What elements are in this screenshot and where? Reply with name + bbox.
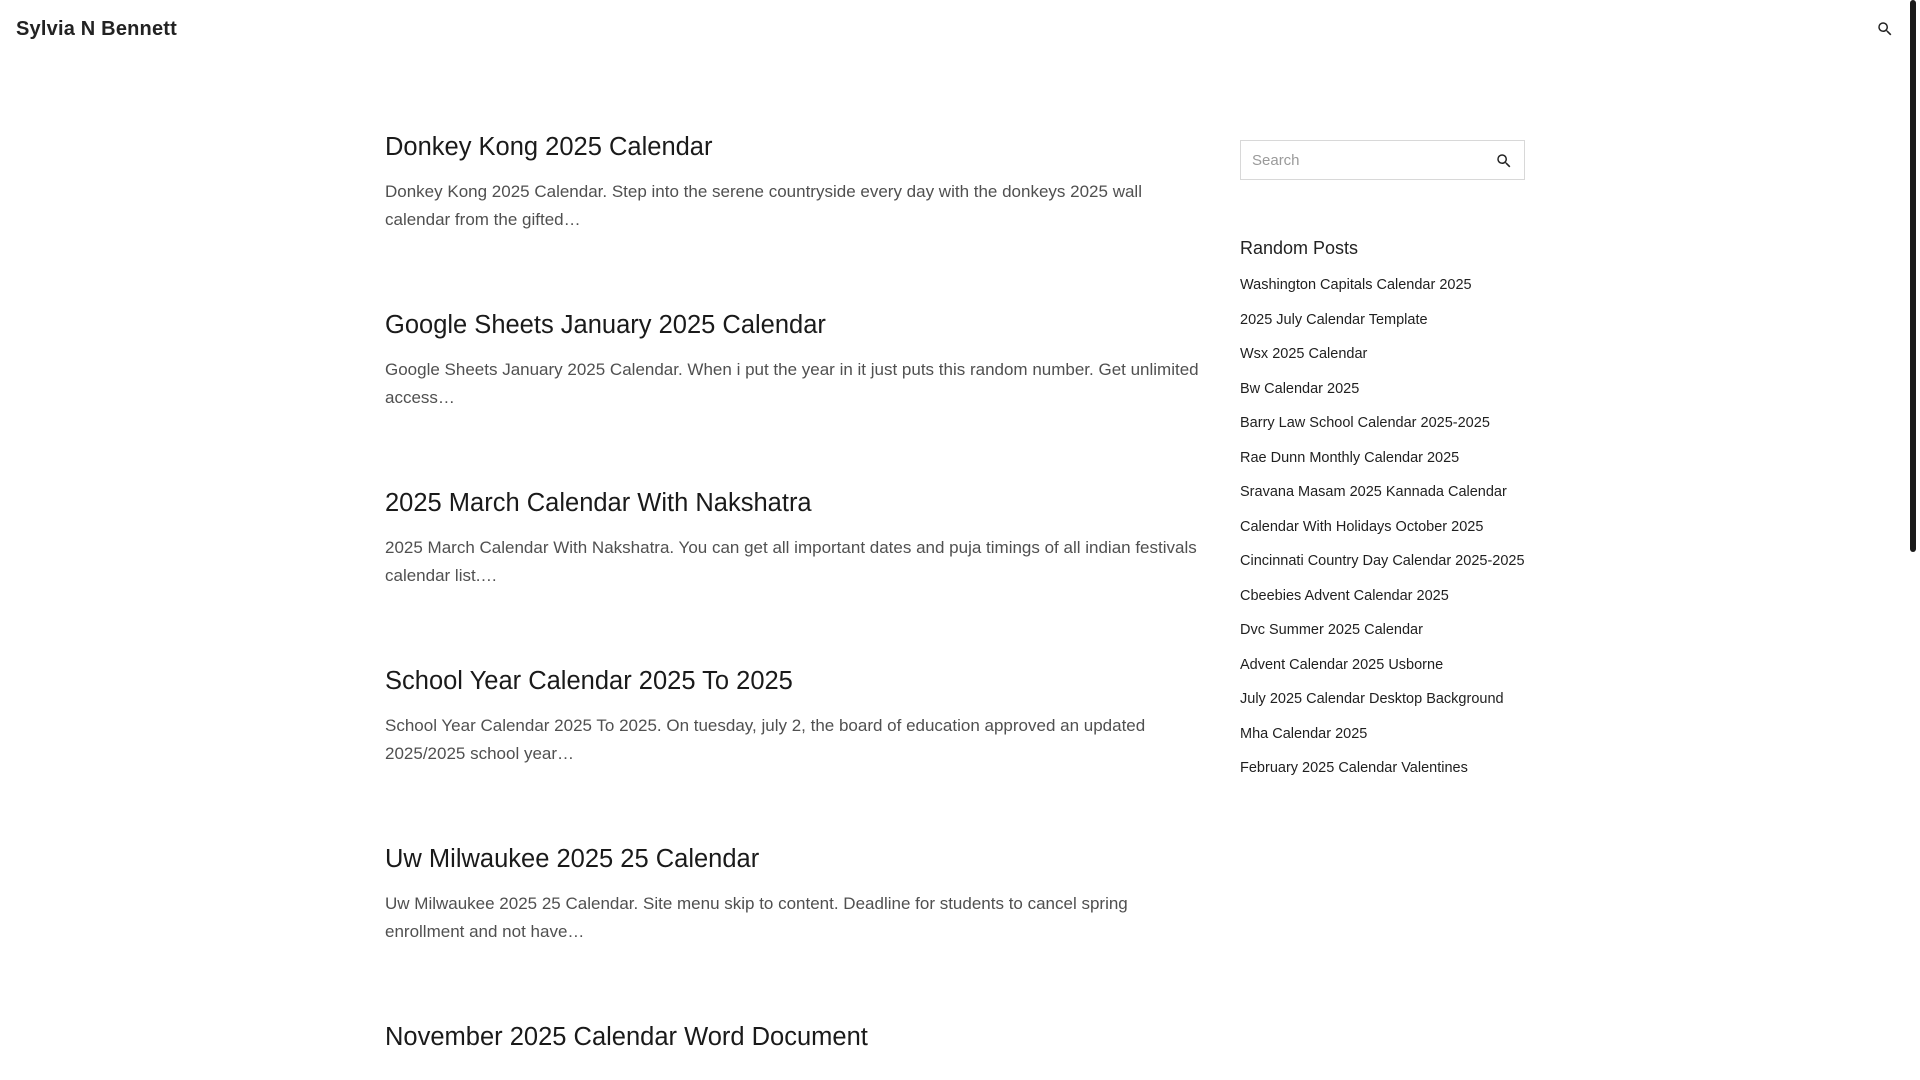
search-submit-button[interactable] [1492, 149, 1516, 173]
post-excerpt: School Year Calendar 2025 To 2025. On tuesday, july 2, the board of education approved an updated 2025/2025 school year… [385, 716, 1146, 763]
site-title-link[interactable]: Sylvia N Bennett [16, 18, 178, 40]
post-title-link[interactable]: Uw Milwaukee 2025 25 Calendar [385, 845, 760, 873]
post-item [385, 130, 1200, 308]
search-icon [1495, 152, 1513, 170]
post-title-link[interactable]: School Year Calendar 2025 To 2025 [385, 667, 793, 695]
list-item [1240, 446, 1525, 470]
sidebar-search-form [1240, 140, 1525, 180]
post-excerpt: Google Sheets January 2025 Calendar. When i put the year in it just puts this random number. Get unlimited access… [385, 360, 1199, 407]
post-item [385, 308, 1200, 486]
random-post-link[interactable]: February 2025 Calendar Valentines [1240, 760, 1468, 776]
random-post-link[interactable]: 2025 July Calendar Template [1240, 311, 1428, 328]
random-posts-heading: Random Posts [1240, 238, 1359, 258]
post-title-link[interactable]: November 2025 Calendar Word Document [385, 1023, 868, 1051]
post-list [385, 130, 1200, 1080]
random-post-link[interactable]: Wsx 2025 Calendar [1240, 346, 1368, 362]
header-search-button[interactable] [1873, 17, 1897, 41]
list-item [1240, 618, 1525, 642]
list-item [1240, 342, 1525, 366]
random-posts-list [1240, 273, 1525, 780]
post-title-link[interactable]: 2025 March Calendar With Nakshatra [385, 489, 812, 517]
random-post-link[interactable]: Dvc Summer 2025 Calendar [1240, 622, 1423, 638]
random-post-link[interactable]: Barry Law School Calendar 2025-2025 [1240, 415, 1490, 431]
post-item [385, 842, 1200, 1020]
random-post-link[interactable]: Sravana Masam 2025 Kannada Calendar [1240, 484, 1507, 500]
page-scrollbar[interactable] [1906, 0, 1920, 1080]
list-item [1240, 687, 1525, 711]
scrollbar-thumb[interactable] [1910, 0, 1916, 552]
search-icon [1876, 20, 1894, 38]
post-title-link[interactable]: Google Sheets January 2025 Calendar [385, 311, 826, 339]
list-item [1240, 377, 1525, 401]
random-post-link[interactable]: July 2025 Calendar Desktop Background [1240, 691, 1504, 707]
post-excerpt: 2025 March Calendar With Nakshatra. You can get all important dates and puja timings of all indian festivals calendar list.… [385, 538, 1197, 585]
post-item [385, 664, 1200, 842]
list-item [1240, 308, 1525, 332]
list-item [1240, 756, 1525, 780]
list-item [1240, 653, 1525, 677]
random-post-link[interactable]: Bw Calendar 2025 [1240, 380, 1360, 397]
random-post-link[interactable]: Calendar With Holidays October 2025 [1240, 518, 1484, 535]
post-excerpt: Donkey Kong 2025 Calendar. Step into the serene countryside every day with the donkeys 2025 wall calendar from the gifted… [385, 182, 1142, 229]
site-header [0, 0, 1906, 58]
post-item [385, 1020, 1200, 1080]
list-item [1240, 273, 1525, 297]
random-post-link[interactable]: Advent Calendar 2025 Usborne [1240, 656, 1444, 673]
post-excerpt: Uw Milwaukee 2025 25 Calendar. Site menu skip to content. Deadline for students to cancel spring enrollment and not have… [385, 894, 1128, 941]
post-item [385, 486, 1200, 664]
list-item [1240, 722, 1525, 746]
sidebar [1240, 140, 1525, 791]
post-title-link[interactable]: Donkey Kong 2025 Calendar [385, 133, 713, 161]
random-post-link[interactable]: Mha Calendar 2025 [1240, 725, 1368, 742]
random-post-link[interactable]: Cincinnati Country Day Calendar 2025-2025 [1240, 553, 1525, 569]
list-item [1240, 549, 1525, 573]
random-post-link[interactable]: Washington Capitals Calendar 2025 [1240, 277, 1472, 293]
random-post-link[interactable]: Cbeebies Advent Calendar 2025 [1240, 587, 1449, 604]
search-input[interactable] [1241, 141, 1481, 179]
list-item [1240, 411, 1525, 435]
random-post-link[interactable]: Rae Dunn Monthly Calendar 2025 [1240, 449, 1460, 466]
list-item [1240, 515, 1525, 539]
list-item [1240, 584, 1525, 608]
list-item [1240, 480, 1525, 504]
